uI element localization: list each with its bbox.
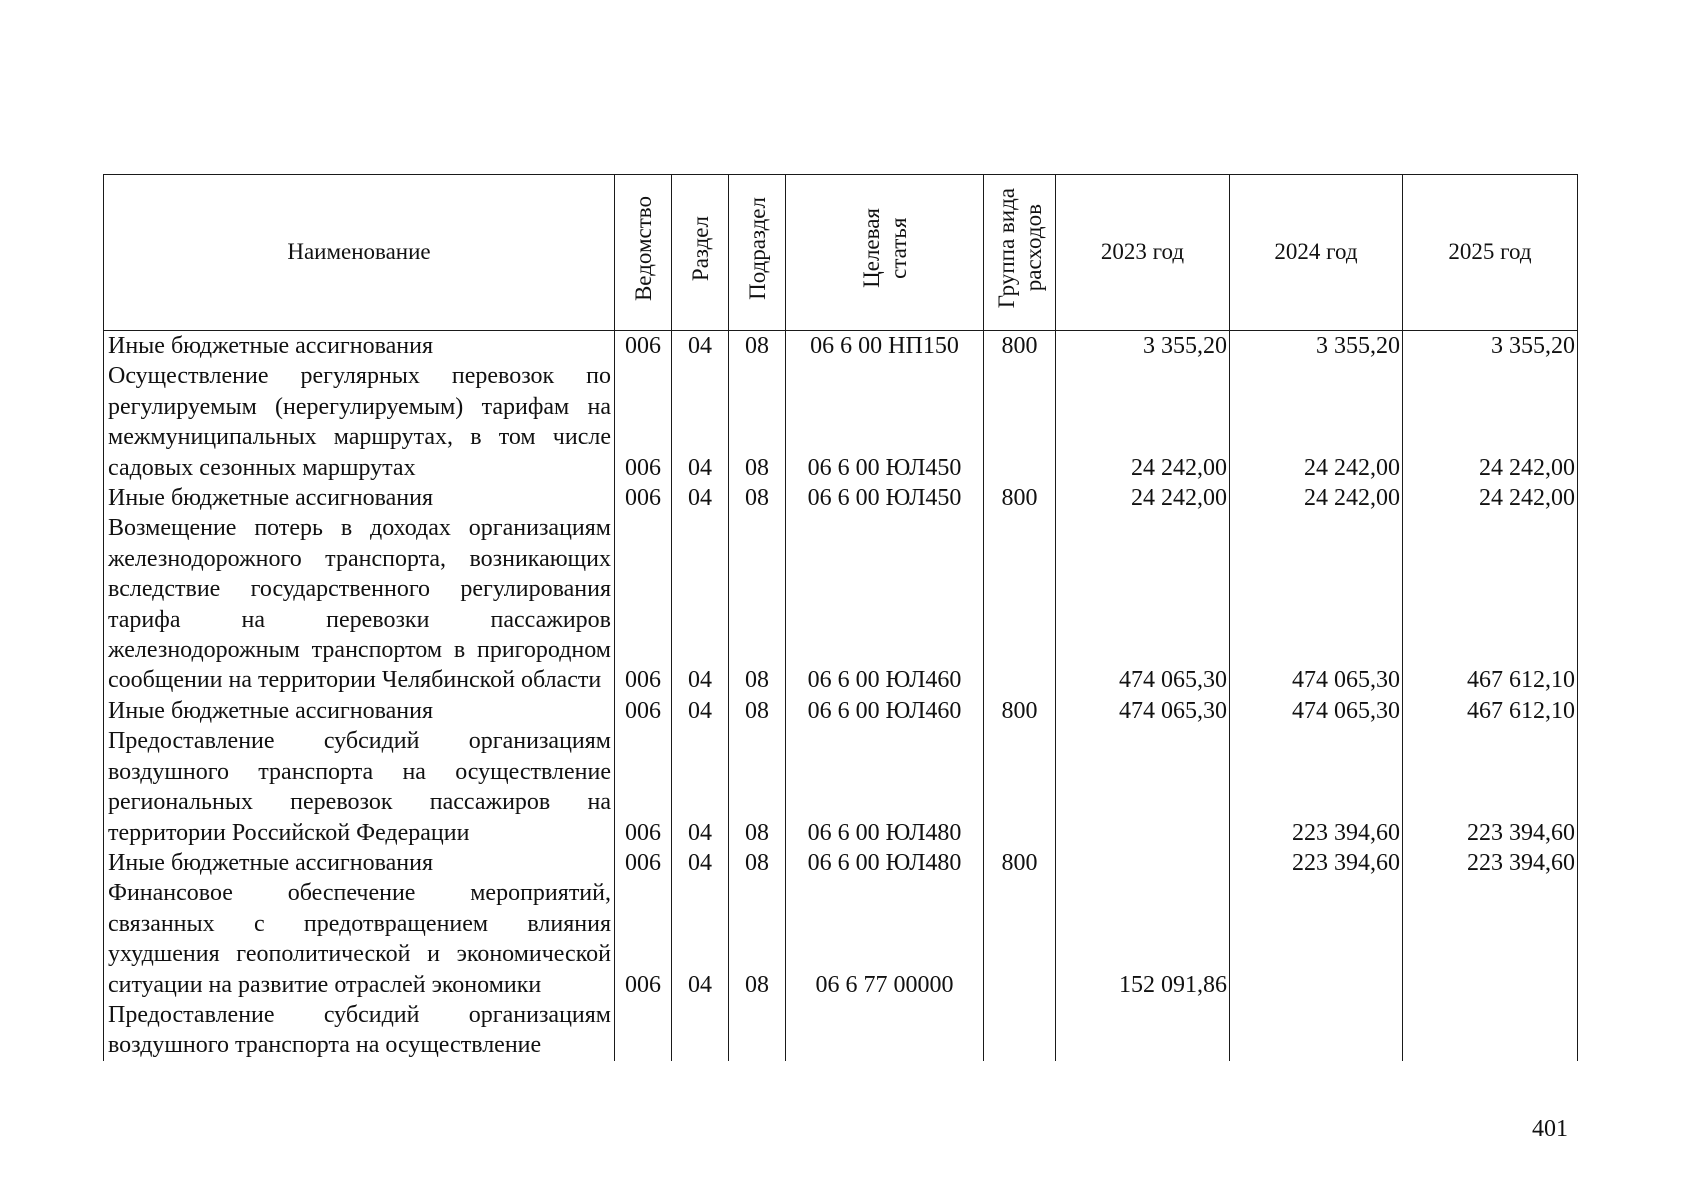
cell-2024: 223 394,60 — [1230, 726, 1403, 848]
table-header — [104, 175, 1578, 331]
cell-2023: 3 355,20 — [1056, 331, 1230, 362]
cell-gruppa-vida: 800 — [984, 696, 1056, 726]
cell-gruppa-vida — [984, 361, 1056, 483]
cell-2023: 474 065,30 — [1056, 696, 1230, 726]
cell-vedomstvo — [615, 1000, 672, 1061]
cell-2024 — [1230, 878, 1403, 1000]
cell-celevaya-statya: 06 6 00 ЮЛ450 — [786, 483, 984, 513]
cell-2024: 474 065,30 — [1230, 696, 1403, 726]
cell-2023: 152 091,86 — [1056, 878, 1230, 1000]
cell-celevaya-statya: 06 6 00 ЮЛ460 — [786, 513, 984, 695]
cell-gruppa-vida: 800 — [984, 331, 1056, 362]
cell-name: Иные бюджетные ассигнования — [104, 483, 615, 513]
cell-gruppa-vida: 800 — [984, 848, 1056, 878]
cell-celevaya-statya: 06 6 00 НП150 — [786, 331, 984, 362]
page-number: 401 — [1532, 1116, 1568, 1142]
cell-razdel: 04 — [672, 726, 729, 848]
cell-podrazdel: 08 — [729, 878, 786, 1000]
cell-2025 — [1403, 1000, 1578, 1061]
cell-celevaya-statya: 06 6 00 ЮЛ460 — [786, 696, 984, 726]
header-2025: 2025 год — [1403, 175, 1578, 331]
cell-podrazdel: 08 — [729, 483, 786, 513]
table-row — [104, 483, 1578, 513]
cell-2024: 24 242,00 — [1230, 483, 1403, 513]
cell-2024: 223 394,60 — [1230, 848, 1403, 878]
cell-vedomstvo: 006 — [615, 331, 672, 362]
cell-vedomstvo: 006 — [615, 878, 672, 1000]
table-row — [104, 848, 1578, 878]
cell-podrazdel: 08 — [729, 331, 786, 362]
cell-vedomstvo: 006 — [615, 513, 672, 695]
cell-2025: 3 355,20 — [1403, 331, 1578, 362]
cell-name: Иные бюджетные ассигнования — [104, 848, 615, 878]
cell-name: Предоставление субсидий организациям воздушного транспорта на осуществление региональных перевозок пассажиров на территории Российской Федерации — [104, 726, 615, 848]
cell-podrazdel: 08 — [729, 361, 786, 483]
cell-razdel: 04 — [672, 331, 729, 362]
cell-2025: 24 242,00 — [1403, 361, 1578, 483]
cell-podrazdel: 08 — [729, 696, 786, 726]
table-body — [104, 331, 1578, 1061]
cell-razdel: 04 — [672, 696, 729, 726]
table-row — [104, 331, 1578, 362]
cell-celevaya-statya: 06 6 77 00000 — [786, 878, 984, 1000]
cell-razdel: 04 — [672, 848, 729, 878]
cell-2023: 474 065,30 — [1056, 513, 1230, 695]
table-row — [104, 878, 1578, 1000]
cell-razdel: 04 — [672, 513, 729, 695]
cell-vedomstvo: 006 — [615, 361, 672, 483]
header-razdel: Раздел — [672, 175, 729, 331]
cell-2024: 474 065,30 — [1230, 513, 1403, 695]
header-gruppa-vida-rashodov: Группа вида расходов — [984, 175, 1056, 331]
cell-celevaya-statya: 06 6 00 ЮЛ450 — [786, 361, 984, 483]
cell-2024 — [1230, 1000, 1403, 1061]
cell-name: Предоставление субсидий организациям воздушного транспорта на осуществление — [104, 1000, 615, 1061]
cell-2024: 24 242,00 — [1230, 361, 1403, 483]
cell-razdel: 04 — [672, 361, 729, 483]
cell-name: Иные бюджетные ассигнования — [104, 331, 615, 362]
cell-name: Финансовое обеспечение мероприятий, связанных с предотвращением влияния ухудшения геополитической и экономической ситуации на развитие отраслей экономики — [104, 878, 615, 1000]
cell-gruppa-vida — [984, 513, 1056, 695]
cell-2023: 24 242,00 — [1056, 483, 1230, 513]
header-2024: 2024 год — [1230, 175, 1403, 331]
cell-podrazdel: 08 — [729, 726, 786, 848]
cell-vedomstvo: 006 — [615, 696, 672, 726]
cell-name: Иные бюджетные ассигнования — [104, 696, 615, 726]
cell-2023 — [1056, 848, 1230, 878]
header-vedomstvo: Ведомство — [615, 175, 672, 331]
cell-gruppa-vida — [984, 878, 1056, 1000]
cell-2025: 223 394,60 — [1403, 848, 1578, 878]
cell-2023 — [1056, 726, 1230, 848]
cell-celevaya-statya: 06 6 00 ЮЛ480 — [786, 726, 984, 848]
cell-2023 — [1056, 1000, 1230, 1061]
cell-celevaya-statya: 06 6 00 ЮЛ480 — [786, 848, 984, 878]
cell-vedomstvo: 006 — [615, 848, 672, 878]
cell-podrazdel: 08 — [729, 513, 786, 695]
budget-table — [103, 174, 1578, 1061]
cell-celevaya-statya — [786, 1000, 984, 1061]
cell-2025: 467 612,10 — [1403, 696, 1578, 726]
cell-razdel: 04 — [672, 483, 729, 513]
table-row — [104, 513, 1578, 695]
table-row — [104, 726, 1578, 848]
header-podrazdel: Подраздел — [729, 175, 786, 331]
cell-razdel — [672, 1000, 729, 1061]
cell-vedomstvo: 006 — [615, 483, 672, 513]
cell-gruppa-vida: 800 — [984, 483, 1056, 513]
cell-vedomstvo: 006 — [615, 726, 672, 848]
cell-2025 — [1403, 878, 1578, 1000]
cell-podrazdel: 08 — [729, 848, 786, 878]
cell-2023: 24 242,00 — [1056, 361, 1230, 483]
header-2023: 2023 год — [1056, 175, 1230, 331]
table-row — [104, 696, 1578, 726]
header-celevaya-statya: Целевая статья — [786, 175, 984, 331]
cell-gruppa-vida — [984, 1000, 1056, 1061]
cell-2024: 3 355,20 — [1230, 331, 1403, 362]
header-name: Наименование — [104, 175, 615, 331]
table-row — [104, 361, 1578, 483]
cell-name: Возмещение потерь в доходах организациям железнодорожного транспорта, возникающих вследствие государственного регулирования тарифа на перевозки пассажиров железнодорожным транспортом в пригородном сообщении на территории Челябинской области — [104, 513, 615, 695]
cell-2025: 24 242,00 — [1403, 483, 1578, 513]
cell-2025: 467 612,10 — [1403, 513, 1578, 695]
table-row — [104, 1000, 1578, 1061]
cell-name: Осуществление регулярных перевозок по регулируемым (нерегулируемым) тарифам на межмуниципальных маршрутах, в том числе садовых сезонных маршрутах — [104, 361, 615, 483]
cell-gruppa-vida — [984, 726, 1056, 848]
cell-podrazdel — [729, 1000, 786, 1061]
cell-razdel: 04 — [672, 878, 729, 1000]
cell-2025: 223 394,60 — [1403, 726, 1578, 848]
